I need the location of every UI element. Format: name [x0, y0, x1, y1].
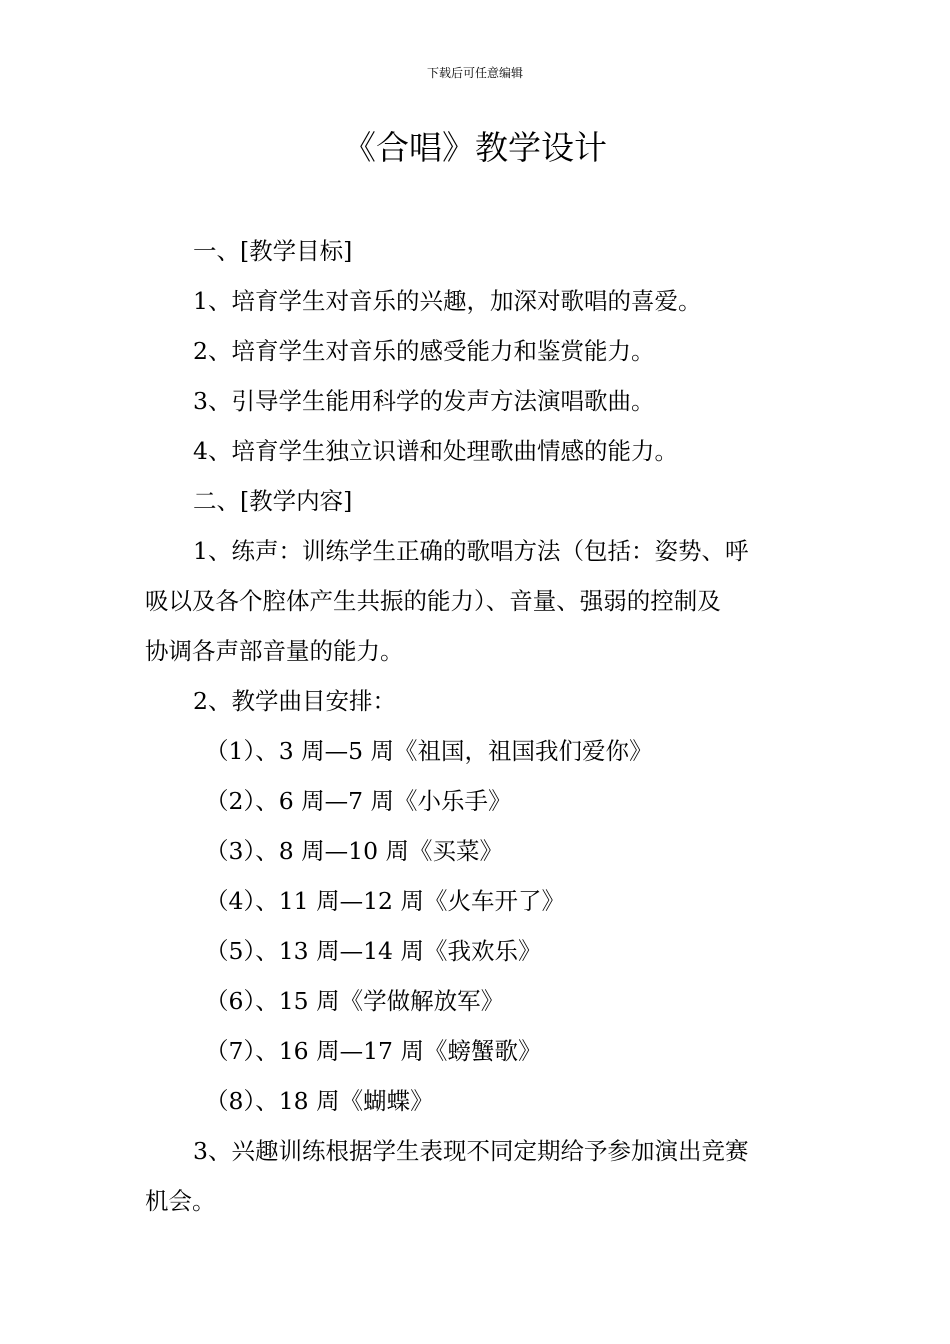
song-schedule-item: （1）、3 周—5 周《祖国，祖国我们爱你》 — [205, 737, 653, 765]
song-schedule-item: （4）、11 周—12 周《火车开了》 — [205, 887, 565, 915]
song-schedule-item: （6）、15 周《学做解放军》 — [205, 987, 505, 1015]
section-heading-content: 二、[教学内容] — [193, 487, 353, 515]
song-schedule-item: （3）、8 周—10 周《买菜》 — [205, 837, 503, 865]
objective-item: 2、培育学生对音乐的感受能力和鉴赏能力。 — [193, 337, 655, 365]
objective-item: 1、培育学生对音乐的兴趣，加深对歌唱的喜爱。 — [193, 287, 702, 315]
content-item-vocal-line: 协调各声部音量的能力。 — [145, 637, 404, 665]
objective-item: 4、培育学生独立识谱和处理歌曲情感的能力。 — [193, 437, 678, 465]
song-schedule-item: （5）、13 周—14 周《我欢乐》 — [205, 937, 542, 965]
header-note: 下载后可任意编辑 — [426, 66, 523, 80]
content-item-vocal-line: 1、练声：训练学生正确的歌唱方法（包括：姿势、呼 — [193, 537, 749, 565]
song-schedule-item: （2）、6 周—7 周《小乐手》 — [205, 787, 512, 815]
content-item-repertoire-heading: 2、教学曲目安排： — [193, 687, 396, 715]
song-schedule-item: （8）、18 周《蝴蝶》 — [205, 1087, 434, 1115]
content-item-training-line: 3、兴趣训练根据学生表现不同定期给予参加演出竞赛 — [193, 1137, 749, 1165]
content-item-vocal-line: 吸以及各个腔体产生共振的能力）、音量、强弱的控制及 — [145, 587, 721, 615]
content-item-training-line: 机会。 — [145, 1187, 216, 1215]
objective-item: 3、引导学生能用科学的发声方法演唱歌曲。 — [193, 387, 655, 415]
document-body — [145, 226, 815, 1226]
section-heading-objectives: 一、[教学目标] — [193, 237, 353, 265]
document-title: 《合唱》教学设计 — [343, 128, 607, 167]
song-schedule-item: （7）、16 周—17 周《螃蟹歌》 — [205, 1037, 542, 1065]
